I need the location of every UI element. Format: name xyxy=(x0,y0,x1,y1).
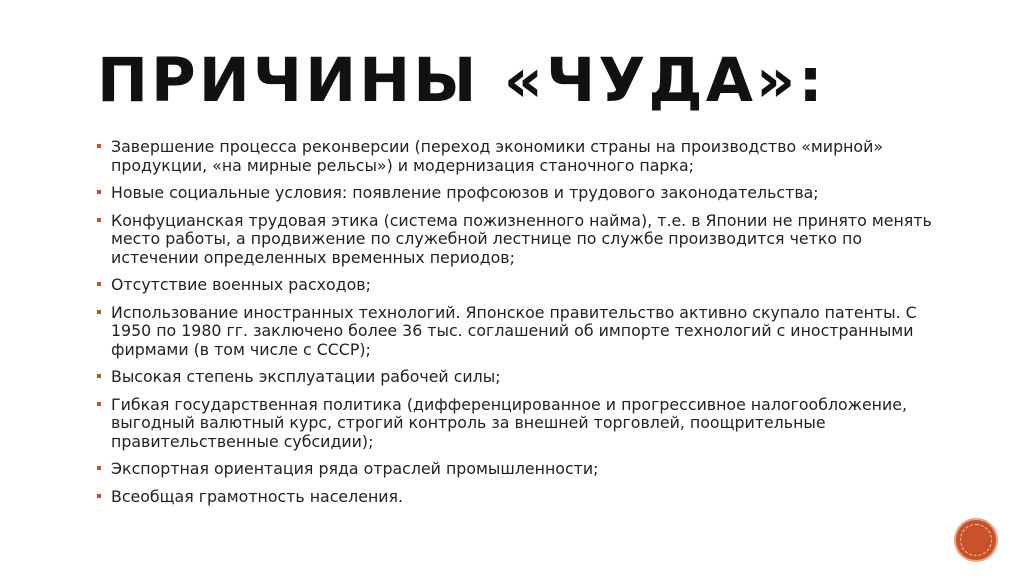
list-item xyxy=(97,276,947,295)
list-item xyxy=(97,184,947,203)
list-item xyxy=(97,138,947,175)
list-item xyxy=(97,396,947,452)
square-bullet-icon xyxy=(97,282,101,286)
list-item xyxy=(97,488,947,507)
bullet-text: Экспортная ориентация ряда отраслей промышленности; xyxy=(111,459,599,478)
bullet-list xyxy=(97,138,947,515)
bullet-text: Всеобщая грамотность населения. xyxy=(111,486,404,506)
square-bullet-icon xyxy=(97,494,101,498)
bullet-text: Высокая степень эксплуатации рабочей силы; xyxy=(111,367,501,386)
square-bullet-icon xyxy=(97,374,101,378)
square-bullet-icon xyxy=(97,144,101,148)
square-bullet-icon xyxy=(97,466,101,470)
bullet-text: Конфуцианская трудовая этика (система пожизненного найма), т.е. в Японии не принято менять место работы, а продвижение по служебной лестнице по службе производится четко по истечении определенных временных периодов; xyxy=(111,210,932,267)
list-item xyxy=(97,212,947,268)
bullet-text: Новые социальные условия: появление профсоюзов и трудового законодательства; xyxy=(111,183,819,202)
bullet-text: Отсутствие военных расходов; xyxy=(111,275,371,294)
list-item xyxy=(97,304,947,360)
logo-ring xyxy=(960,524,992,556)
bullet-text: Использование иностранных технологий. Японское правительство активно скупало патенты. С 1950 по 1980 гг. заключено более 36 тыс. соглашений об импорте технологий с иностранными фирмами (в том числе с СССР); xyxy=(111,302,917,359)
list-item xyxy=(97,460,947,479)
square-bullet-icon xyxy=(97,218,101,222)
slide-title: ПРИЧИНЫ «ЧУДА»: xyxy=(97,45,826,116)
round-seal-logo-icon xyxy=(956,520,996,560)
square-bullet-icon xyxy=(97,310,101,314)
square-bullet-icon xyxy=(97,402,101,406)
bullet-text: Завершение процесса реконверсии (переход экономики страны на производство «мирной» продукции, «на мирные рельсы») и модернизация станочного парка; xyxy=(111,137,884,175)
list-item xyxy=(97,368,947,387)
bullet-text: Гибкая государственная политика (дифференцированное и прогрессивное налогообложение, выгодный валютный курс, строгий контроль за внешней торговлей, поощрительные правительственные субсидии); xyxy=(111,394,907,451)
square-bullet-icon xyxy=(97,190,101,194)
